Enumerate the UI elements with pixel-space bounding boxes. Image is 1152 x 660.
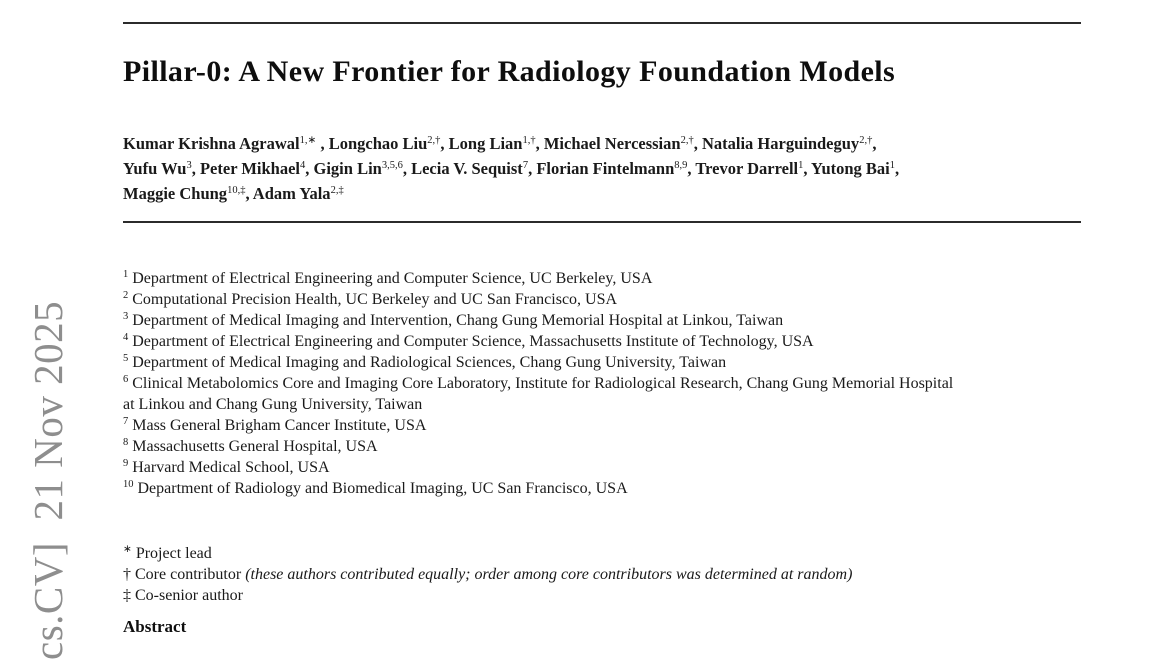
- author-name: Yutong Bai: [811, 159, 890, 178]
- author-affiliation-superscript: 8,9: [674, 160, 688, 171]
- author-affiliation-superscript: 2,†: [859, 135, 873, 146]
- author-name: Long Lian: [448, 134, 523, 153]
- arxiv-watermark: cs.CV] 21 Nov 2025: [25, 300, 71, 660]
- affiliation-number: 8: [123, 437, 129, 448]
- affiliation-item: $^{10}$ Department of Radiology and Biomedical Imaging, UC San Francisco, USA: [123, 479, 628, 497]
- author-affiliation-superscript: 1,∗: [299, 135, 317, 146]
- affiliation-number: 7: [123, 416, 129, 427]
- footnote-item: ‡ Co-senior author: [123, 587, 243, 604]
- author-name: Kumar Krishna Agrawal: [123, 134, 300, 153]
- affiliation-item: $^4$ Department of Electrical Engineering and Computer Science, Massachusetts Institute of Technology, USA: [123, 332, 814, 350]
- author-name: Longchao Liu: [328, 134, 428, 153]
- affiliation-number: 1: [123, 269, 129, 280]
- author-name: Gigin Lin: [313, 159, 382, 178]
- affiliation-item: $^9$ Harvard Medical School, USA: [123, 458, 330, 476]
- paper-title: Pillar-0: A New Frontier for Radiology Foundation Models: [123, 55, 896, 88]
- author-name: Florian Fintelmann: [536, 159, 675, 178]
- author-name: Lecia V. Sequist: [411, 159, 523, 178]
- affiliation-number: 3: [123, 311, 129, 322]
- author-affiliation-superscript: 1,†: [522, 135, 536, 146]
- affiliation-item: $^3$ Department of Medical Imaging and Intervention, Chang Gung Memorial Hospital at Linkou, Taiwan: [123, 311, 784, 329]
- author-line: Maggie Chung$^{10,\ddagger}$, Adam Yala$^{2,\ddagger}$: [123, 184, 344, 203]
- mid-rule: [123, 221, 1081, 223]
- affiliation-item: $^8$ Massachusetts General Hospital, USA: [123, 437, 378, 455]
- author-affiliation-superscript: 3: [186, 160, 192, 171]
- author-affiliation-superscript: 4: [300, 160, 306, 171]
- author-list: [123, 131, 1081, 206]
- footnote-item: † Core contributor (these authors contributed equally; order among core contributors was determined at random): [123, 566, 853, 583]
- affiliation-item: $^2$ Computational Precision Health, UC Berkeley and UC San Francisco, USA: [123, 290, 618, 308]
- affiliation-item: $^1$ Department of Electrical Engineering and Computer Science, UC Berkeley, USA: [123, 269, 653, 287]
- author-name: Michael Nercessian: [543, 134, 681, 153]
- affiliation-number: 10: [123, 479, 134, 490]
- affiliation-item-continued: at Linkou and Chang Gung University, Taiwan: [123, 396, 423, 413]
- author-affiliation-superscript: 2,†: [680, 135, 694, 146]
- author-name: Peter Mikhael: [199, 159, 301, 178]
- affiliation-number: 5: [123, 353, 129, 364]
- footnote-italic-note: (these authors contributed equally; order among core contributors was determined at random): [245, 566, 853, 583]
- affiliation-number: 6: [123, 374, 129, 385]
- author-line: Kumar Krishna Agrawal$^{1,∗}$ , Longchao Liu$^{2,\dagger}$, Long Lian$^{1,\dagger}$, Michael Nercessian$^{2,\dagger}$, Natalia Harguindeguy$^{2,\dagger}$,: [123, 134, 877, 153]
- author-name: Yufu Wu: [123, 159, 187, 178]
- author-affiliation-superscript: 1: [889, 160, 896, 171]
- footnote-symbol: ∗: [123, 544, 132, 555]
- affiliation-number: 2: [123, 290, 129, 301]
- author-affiliation-superscript: 1: [798, 160, 804, 171]
- author-affiliation-superscript: 2,‡: [330, 185, 344, 196]
- author-affiliation-superscript: 10,‡: [227, 185, 246, 196]
- author-name: Natalia Harguindeguy: [701, 134, 860, 153]
- author-name: Trevor Darrell: [695, 159, 799, 178]
- affiliation-item: $^7$ Mass General Brigham Cancer Institute, USA: [123, 416, 427, 434]
- author-name: Adam Yala: [252, 184, 331, 203]
- top-rule: [123, 22, 1081, 24]
- author-affiliation-superscript: 3,5,6: [381, 160, 403, 171]
- footnote-list: [123, 543, 1081, 606]
- affiliation-list: [123, 268, 1088, 499]
- abstract-heading: Abstract: [123, 617, 187, 636]
- author-name: Maggie Chung: [123, 184, 228, 203]
- affiliation-item: $^6$ Clinical Metabolomics Core and Imaging Core Laboratory, Institute for Radiological Research, Chang Gung Memorial Hospital: [123, 374, 954, 392]
- author-affiliation-superscript: 2,†: [427, 135, 441, 146]
- affiliation-item: $^5$ Department of Medical Imaging and Radiological Sciences, Chang Gung University, Taiwan: [123, 353, 727, 371]
- affiliation-number: 4: [123, 332, 129, 343]
- author-affiliation-superscript: 7: [522, 160, 529, 171]
- author-line: Yufu Wu$^3$, Peter Mikhael$^4$, Gigin Lin$^{3,5,6}$, Lecia V. Sequist$^7$, Florian Fintelmann$^{8,9}$, Trevor Darrell$^1$, Yutong Bai$^1$,: [123, 159, 900, 178]
- affiliation-number: 9: [123, 458, 129, 469]
- footnote-item: ∗ Project lead: [123, 544, 212, 562]
